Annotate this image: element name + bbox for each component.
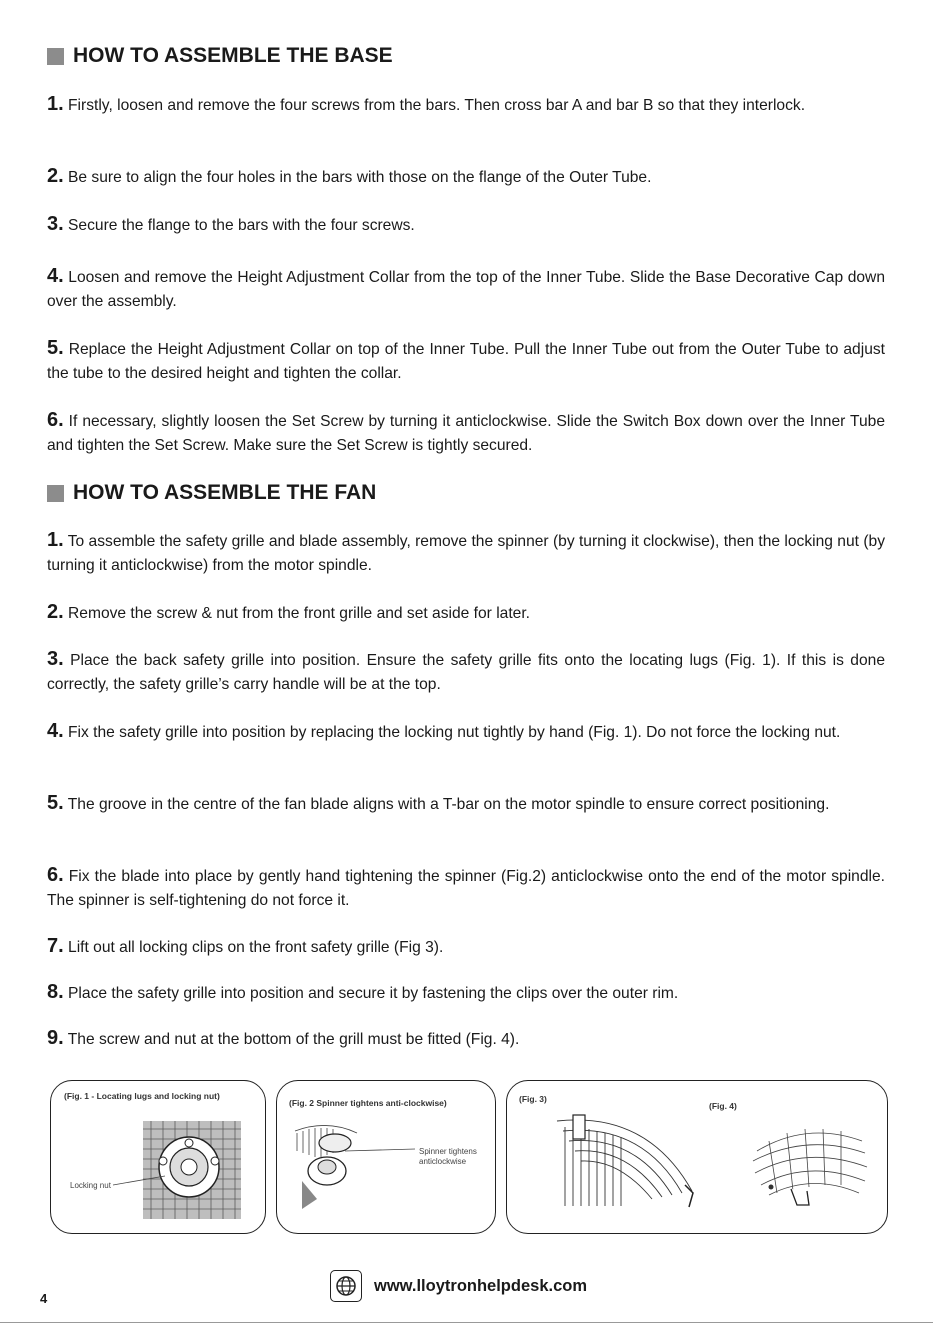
section-marker-icon — [47, 48, 64, 65]
section-title-text: HOW TO ASSEMBLE THE FAN — [73, 481, 377, 504]
fan-step-9: 9. The screw and nut at the bottom of the grill must be fitted (Fig. 4). — [47, 1027, 520, 1049]
fan-step-1: 1. To assemble the safety grille and blade assembly, remove the spinner (by turning it clockwise), then the locking nut (by turning it anticlockwise) from the motor spindle. — [47, 529, 885, 574]
figure-2-caption: (Fig. 2 Spinner tightens anti-clockwise) — [289, 1098, 447, 1108]
figure-1-label: Locking nut — [70, 1181, 111, 1190]
fan-step-5: 5. The groove in the centre of the fan blade aligns with a T-bar on the motor spindle to ensure correct positioning. — [47, 792, 830, 814]
section-marker-icon — [47, 485, 64, 502]
figure-2-panel — [276, 1080, 496, 1234]
base-step-6: 6. If necessary, slightly loosen the Set Screw by turning it anticlockwise. Slide the Switch Box down over the Inner Tube and tighten the Set Screw. Make sure the Set Screw is tightly secured. — [47, 409, 885, 454]
figure-1-caption: (Fig. 1 - Locating lugs and locking nut) — [64, 1091, 220, 1101]
figure-3-caption: (Fig. 3) — [519, 1094, 547, 1104]
section-title-text: HOW TO ASSEMBLE THE BASE — [73, 44, 393, 67]
fan-hub-illustration — [51, 1081, 265, 1233]
footer-website — [330, 1270, 587, 1302]
globe-icon — [330, 1270, 362, 1302]
figure-2-label-line1: Spinner tightens — [419, 1147, 477, 1156]
base-step-3: 3. Secure the flange to the bars with the four screws. — [47, 213, 415, 235]
fan-step-4: 4. Fix the safety grille into position by replacing the locking nut tightly by hand (Fig. 1). Do not force the locking nut. — [47, 720, 841, 742]
fan-step-2: 2. Remove the screw & nut from the front grille and set aside for later. — [47, 601, 530, 623]
section-title-fan — [47, 481, 376, 505]
figure-1-panel — [50, 1080, 266, 1234]
footer-url[interactable]: www.lloytronhelpdesk.com — [374, 1276, 588, 1295]
base-step-5: 5. Replace the Height Adjustment Collar on top of the Inner Tube. Pull the Inner Tube out from the Outer Tube to adjust the tube to the desired height and tighten the collar. — [47, 337, 885, 382]
figure-3-4-panel — [506, 1080, 888, 1234]
fan-step-3: 3. Place the back safety grille into position. Ensure the safety grille fits onto the locating lugs (Fig. 1). If this is done correctly, the safety grille’s carry handle will be at the top. — [47, 648, 885, 693]
fan-step-7: 7. Lift out all locking clips on the front safety grille (Fig 3). — [47, 935, 444, 957]
section-title-base — [47, 44, 393, 68]
fan-step-6: 6. Fix the blade into place by gently hand tightening the spinner (Fig.2) anticlockwise onto the end of the motor spindle. The spinner is self-tightening do not force it. — [47, 864, 885, 909]
fan-step-8: 8. Place the safety grille into position and secure it by fastening the clips over the outer rim. — [47, 981, 679, 1003]
page-number: 4 — [40, 1291, 48, 1306]
grille-clips-illustration — [507, 1081, 887, 1233]
figure-2-label-line2: anticlockwise — [419, 1157, 467, 1166]
base-step-1: 1. Firstly, loosen and remove the four screws from the bars. Then cross bar A and bar B so that they interlock. — [47, 93, 806, 115]
base-step-4: 4. Loosen and remove the Height Adjustment Collar from the top of the Inner Tube. Slide the Base Decorative Cap down over the assembly. — [47, 265, 885, 310]
figure-4-caption: (Fig. 4) — [709, 1101, 737, 1111]
base-step-2: 2. Be sure to align the four holes in the bars with those on the flange of the Outer Tube. — [47, 165, 652, 187]
bottom-divider — [0, 1322, 933, 1323]
spinner-illustration — [277, 1081, 495, 1233]
